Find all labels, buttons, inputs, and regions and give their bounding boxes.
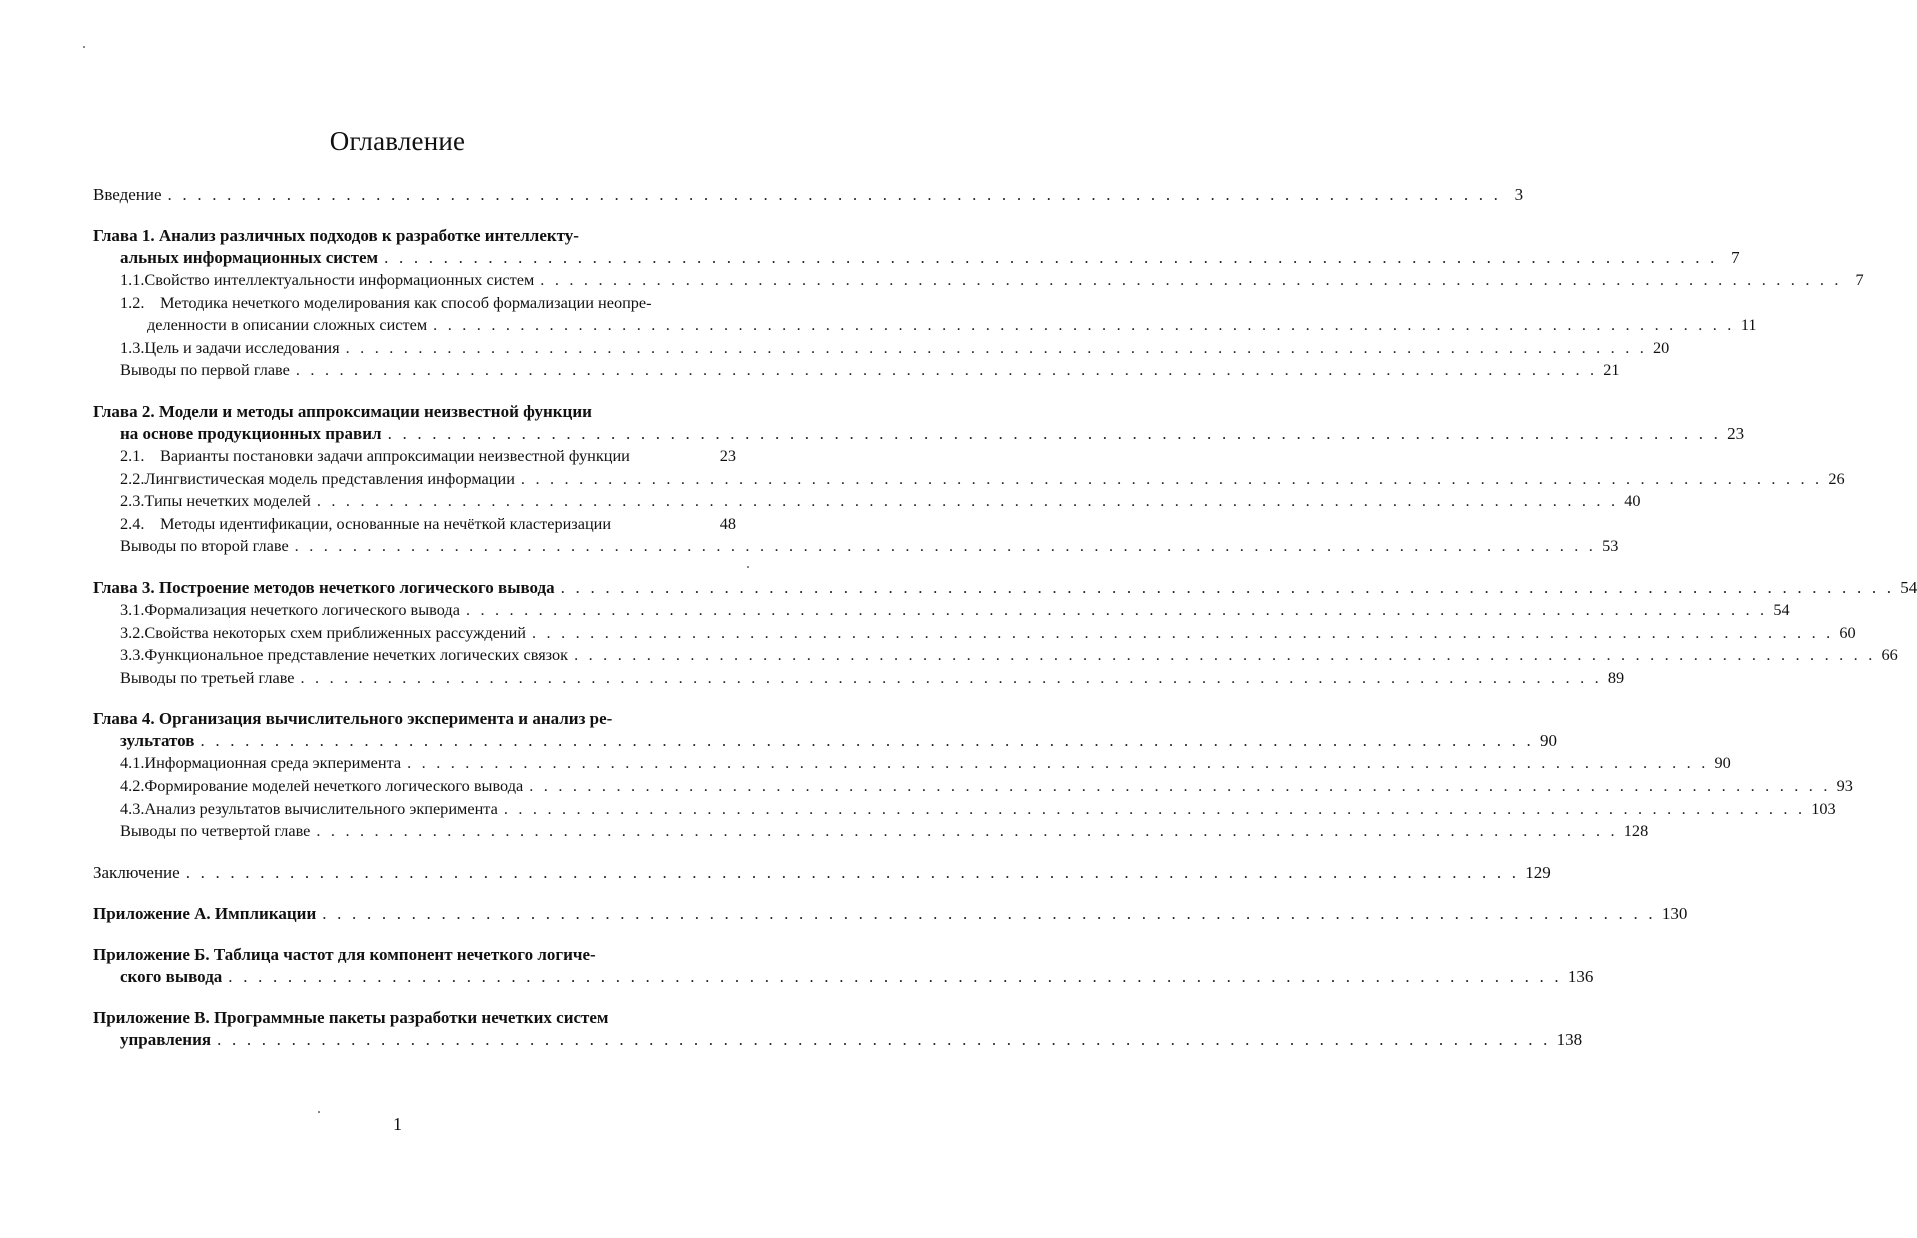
toc-entry-title: Формализация нечеткого логического вывода	[144, 599, 460, 619]
toc-entry-title: Анализ результатов вычислительного экперимента	[144, 798, 498, 818]
toc-subentry[interactable]	[93, 337, 1670, 360]
toc-entry-leader-line	[93, 423, 1745, 445]
toc-subentry[interactable]	[93, 269, 1864, 292]
toc-entry-leader-line	[93, 184, 1524, 206]
toc-page-number: 60	[1839, 622, 1856, 642]
toc-entry-leader-line	[93, 577, 1917, 599]
dot-leader: . . . . . . . . . . . . . . . . . . . . . . . . . . . . . . . . . . . . . . . . . . . . . . . . . . . . . . . . . . . . . . . . . . . . . . . . . . . . . . . . . . . . . . . . . .	[574, 645, 1876, 665]
toc-page-number: 54	[1773, 599, 1790, 619]
toc-subentry[interactable]	[93, 513, 736, 536]
toc-entry-leader-line	[120, 599, 1790, 622]
toc-subentry[interactable]	[93, 468, 1845, 491]
toc-entry-number: 3.3.	[120, 645, 145, 665]
toc-page-number: 3	[1514, 185, 1524, 204]
toc-entry-title: Формирование моделей нечеткого логического вывода	[144, 775, 524, 795]
toc-entry-title: Выводы по четвертой главе	[120, 821, 311, 841]
toc-entry-leader-line	[120, 798, 1836, 821]
toc-page-number: 93	[1836, 775, 1853, 795]
toc-entry-text-line	[93, 1007, 736, 1029]
toc-page-number: 130	[1661, 903, 1688, 923]
toc-entry-leader-line	[120, 752, 1731, 775]
toc-page-number: 129	[1525, 862, 1551, 882]
toc-page-number: 66	[1881, 645, 1898, 665]
toc-entry-title: Цель и задачи исследования	[144, 337, 340, 357]
toc-entry-number: 2.2.	[120, 468, 145, 488]
toc-entry-leader-line	[93, 862, 1551, 884]
dot-leader: . . . . . . . . . . . . . . . . . . . . . . . . . . . . . . . . . . . . . . . . . . . . . . . . . . . . . . . . . . . . . . . . . . . . . . . . . . . . . . . . . . . . . . . . . .	[465, 599, 1768, 619]
dot-leader: . . . . . . . . . . . . . . . . . . . . . . . . . . . . . . . . . . . . . . . . . . . . . . . . . . . . . . . . . . . . . . . . . . . . . . . . . . . . . . . . . . . . . . . . . .	[295, 360, 1598, 380]
toc-entry-title: Выводы по первой главе	[120, 360, 290, 380]
toc-entry-leader-line	[120, 468, 1845, 491]
toc-subentry[interactable]	[93, 667, 1625, 690]
toc-entry-leader-line	[120, 337, 1670, 360]
page-title: Оглавление	[329, 126, 466, 157]
toc-entry-number: 2.1.	[120, 445, 145, 465]
toc-subentry[interactable]	[93, 820, 1649, 843]
dot-leader: . . . . . . . . . . . . . . . . . . . . . . . . . . . . . . . . . . . . . . . . . . . . . . . . . . . . . . . . . . . . . . . . . . . . . . . . . . . . . . . . . . . . . . . . . .	[345, 337, 1648, 357]
toc-entry[interactable]	[93, 903, 1688, 925]
toc-entry-number: 1.3.	[120, 337, 145, 357]
toc-entry-title: Глава 3. Построение методов нечеткого логического вывода	[93, 577, 555, 597]
dot-leader: . . . . . . . . . . . . . . . . . . . . . . . . . . . . . . . . . . . . . . . . . . . . . . . . . . . . . . . . . . . . . . . . . . . . . . . . . . . . . . . . . . . . . . . . . .	[316, 821, 1618, 841]
dot-leader: . . . . . . . . . . . . . . . . . . . . . . . . . . . . . . . . . . . . . . . . . . . . . . . . . . . . . . . . . . . . . . . . . . . . . . . . . . . . . . . . . . . . . . . . . .	[294, 536, 1597, 556]
toc-entry-text-line	[93, 225, 736, 247]
toc-entry-title: Выводы по второй главе	[120, 536, 289, 556]
dot-leader: . . . . . . . . . . . . . . . . . . . . . . . . . . . . . . . . . . . . . . . . . . . . . . . . . . . . . . . . . . . . . . . . . . . . . . . . . . . . . . . . . . . . . . . . . .	[322, 903, 1656, 923]
toc-entry-number: 2.3.	[120, 491, 145, 511]
dot-leader: . . . . . . . . . . . . . . . . . . . . . . . . . . . . . . . . . . . . . . . . . . . . . . . . . . . . . . . . . . . . . . . . . . . . . . . . . . . . . . . . . . . . . . . . . .	[217, 1029, 1551, 1049]
toc-entry-text-line	[93, 944, 736, 966]
toc-entry-title: Приложение Б. Таблица частот для компонент нечеткого логиче-	[93, 944, 596, 964]
toc-entry-title: зультатов	[120, 731, 195, 751]
toc-entry-title: Методика нечеткого моделирования как способ формализации неопре-	[160, 292, 652, 312]
toc-entry-title: Глава 4. Организация вычислительного эксперимента и анализ ре-	[93, 709, 613, 729]
toc-entry-title: деленности в описании сложных систем	[147, 315, 428, 335]
toc-page-number: 103	[1811, 798, 1836, 818]
toc-entry-number: 4.3.	[120, 798, 145, 818]
toc-entry-title: Свойства некоторых схем приближенных рассуждений	[144, 622, 526, 642]
toc-page-number: 128	[1623, 821, 1649, 841]
dot-leader: . . . . . . . . . . . . . . . . . . . . . . . . . . . . . . . . . . . . . . . . . . . . . . . . . . . . . . . . . . . . . . . . . . . . . . . . . . . . . . . . . . . . . . . . . .	[228, 966, 1562, 986]
toc-entry-leader-line	[120, 513, 736, 536]
toc-page-number: 54	[1900, 577, 1917, 597]
dot-leader: . . . . . . . . . . . . . . . . . . . . . . . . . . . . . . . . . . . . . . . . . . . . . . . . . . . . . . . . . . . . . . . . . . . . . . . . . . . . . . . . . . . . . . . . . .	[503, 798, 1806, 818]
toc-entry-leader-line	[120, 644, 1898, 667]
toc-entry-title: Приложение В. Программные пакеты разработки нечетких систем	[93, 1007, 609, 1027]
toc-entry-leader-line	[93, 730, 1557, 752]
toc-entry[interactable]	[93, 708, 1557, 752]
dot-leader: . . . . . . . . . . . . . . . . . . . . . . . . . . . . . . . . . . . . . . . . . . . . . . . . . . . . . . . . . . . . . . . . . . . . . . . . . . . . . . . . . . . . . . . . . .	[407, 753, 1709, 773]
dot-leader: . . . . . . . . . . . . . . . . . . . . . . . . . . . . . . . . . . . . . . . . . . . . . . . . . . . . . . . . . . . . . . . . . . . . . . . . . . . . . . . . . . . . . . . . . .	[167, 185, 1502, 204]
toc-entry-title: Лингвистическая модель представления информации	[144, 468, 515, 488]
toc-entry-leader-line	[93, 903, 1688, 925]
toc-page-number: 136	[1567, 966, 1594, 986]
toc-page-number: 23	[1727, 423, 1745, 443]
toc-entry-number: 4.2.	[120, 775, 145, 795]
toc-entry-text-line	[93, 401, 736, 423]
toc-entry-leader-line	[93, 1029, 1583, 1051]
dot-leader: . . . . . . . . . . . . . . . . . . . . . . . . . . . . . . . . . . . . . . . . . . . . . . . . . . . . . . . . . . . . . . . . . . . . . . . . . . . . . . . . . . . . . . . . . .	[300, 667, 1602, 687]
toc-subentry[interactable]	[93, 622, 1856, 645]
toc-subentry[interactable]	[93, 535, 1619, 558]
toc-page-number: 20	[1653, 337, 1670, 357]
toc-page-number: 7	[1855, 270, 1864, 289]
toc-entry-title: управления	[120, 1029, 212, 1049]
toc-page-number: 40	[1624, 491, 1641, 511]
toc-subentry[interactable]	[93, 798, 1836, 821]
toc-subentry[interactable]	[93, 752, 1731, 775]
toc-entry[interactable]	[93, 1007, 1583, 1051]
scan-speck	[83, 46, 85, 48]
dot-leader: . . . . . . . . . . . . . . . . . . . . . . . . . . . . . . . . . . . . . . . . . . . . . . . . . . . . . . . . . . . . . . . . . . . . . . . . . . . . . . . . . . . . . . . . . .	[560, 577, 1895, 597]
toc-page-number: 90	[1714, 753, 1731, 773]
toc-page-number: 90	[1540, 731, 1557, 751]
toc-entry-leader-line	[120, 490, 1641, 513]
toc-entry-leader-line	[120, 820, 1649, 843]
toc-page-number: 138	[1556, 1029, 1583, 1049]
toc-entry-title: Функциональное представление нечетких логических связок	[144, 645, 569, 665]
toc-entry-title: Приложение А. Импликации	[93, 903, 317, 923]
dot-leader: . . . . . . . . . . . . . . . . . . . . . . . . . . . . . . . . . . . . . . . . . . . . . . . . . . . . . . . . . . . . . . . . . . . . . . . . . . . . . . . . . . . . . . . . . .	[532, 622, 1834, 642]
dot-leader: . . . . . . . . . . . . . . . . . . . . . . . . . . . . . . . . . . . . . . . . . . . . . . . . . . . . . . . . . . . . . . . . . . . . . . . . . . . . . . . . . . . . . . . . . .	[540, 270, 1842, 289]
toc-entry[interactable]	[93, 944, 1594, 988]
toc-subentry[interactable]	[93, 599, 1790, 622]
toc-entry-title: ского вывода	[120, 966, 223, 986]
toc-page-number: 48	[719, 513, 736, 533]
toc-entry-title: Глава 1. Анализ различных подходов к разработке интеллекту-	[93, 226, 579, 245]
dot-leader: . . . . . . . . . . . . . . . . . . . . . . . . . . . . . . . . . . . . . . . . . . . . . . . . . . . . . . . . . . . . . . . . . . . . . . . . . . . . . . . . . . . . . . . . . .	[520, 468, 1823, 488]
toc-entry-title: на основе продукционных правил	[120, 423, 382, 443]
toc-entry[interactable]	[93, 862, 1551, 884]
toc-subentry[interactable]	[93, 490, 1641, 513]
toc-subentry[interactable]	[93, 775, 1853, 798]
toc-subentry[interactable]	[93, 445, 736, 468]
dot-leader: . . . . . . . . . . . . . . . . . . . . . . . . . . . . . . . . . . . . . . . . . . . . . . . . . . . . . . . . . . . . . . . . . . . . . . . . . . . . . . . . . . . . . . . . . .	[433, 315, 1735, 335]
toc-page-number: 11	[1740, 315, 1757, 335]
toc-entry-title: Заключение	[93, 862, 180, 882]
toc-entry[interactable]	[93, 225, 1740, 269]
toc-entry-leader-line	[120, 775, 1853, 798]
toc-entry-title: Выводы по третьей главе	[120, 667, 295, 687]
toc-entry-text-line	[120, 292, 736, 315]
toc-entry-title: Типы нечетких моделей	[144, 491, 311, 511]
toc-entry-leader-line	[120, 667, 1625, 690]
toc-entry-leader-line	[120, 622, 1856, 645]
toc-page-number: 89	[1607, 667, 1625, 687]
toc-entry-leader-line	[120, 535, 1619, 558]
toc-entry-title: Варианты постановки задачи аппроксимации неизвестной функции	[160, 445, 630, 465]
toc-entry[interactable]	[93, 401, 1745, 445]
toc-entry-title: Информационная среда экперимента	[144, 753, 402, 773]
toc-subentry[interactable]	[93, 359, 1620, 382]
dot-leader: . . . . . . . . . . . . . . . . . . . . . . . . . . . . . . . . . . . . . . . . . . . . . . . . . . . . . . . . . . . . . . . . . . . . . . . . . . . . . . . . . . . . . . . . . .	[529, 775, 1831, 795]
dot-leader: . . . . . . . . . . . . . . . . . . . . . . . . . . . . . . . . . . . . . . . . . . . . . . . . . . . . . . . . . . . . . . . . . . . . . . . . . . . . . . . . . . . . . . . . . .	[316, 491, 1619, 511]
toc-entry-number: 1.2.	[120, 292, 145, 312]
toc-entry-title: Свойство интеллектуальности информационных систем	[144, 270, 535, 289]
toc-entry-number: 2.4.	[120, 513, 145, 533]
toc-entry-title: Методы идентификации, основанные на нечёткой кластеризации	[160, 513, 612, 533]
page-number: 1	[393, 1114, 402, 1134]
toc-entry-number: 4.1.	[120, 753, 145, 773]
toc-entry-title: Глава 2. Модели и методы аппроксимации неизвестной функции	[93, 401, 592, 421]
toc-page-number: 26	[1828, 468, 1845, 488]
toc-entry-leader-line	[93, 966, 1594, 988]
toc-page-number: 53	[1602, 536, 1619, 556]
toc-page-number: 23	[719, 445, 736, 465]
dot-leader: . . . . . . . . . . . . . . . . . . . . . . . . . . . . . . . . . . . . . . . . . . . . . . . . . . . . . . . . . . . . . . . . . . . . . . . . . . . . . . . . . . . . . . . . . .	[200, 731, 1534, 751]
toc-subentry[interactable]	[93, 292, 1757, 337]
toc-entry-number: 1.1.	[120, 270, 145, 289]
dot-leader: . . . . . . . . . . . . . . . . . . . . . . . . . . . . . . . . . . . . . . . . . . . . . . . . . . . . . . . . . . . . . . . . . . . . . . . . . . . . . . . . . . . . . . . . . .	[387, 423, 1722, 443]
toc-entry-leader-line	[120, 359, 1620, 382]
toc-entry-leader-line	[93, 247, 1740, 269]
toc-page-number: 7	[1731, 248, 1740, 267]
scan-speck	[318, 1111, 320, 1113]
scan-speck	[747, 566, 749, 568]
toc-page-number: 21	[1603, 360, 1620, 380]
toc-entry[interactable]	[93, 184, 1524, 206]
toc-entry-leader-line	[120, 445, 736, 468]
toc-entry-title: альных информационных систем	[120, 248, 379, 267]
toc-entry[interactable]	[93, 577, 1917, 599]
dot-leader: . . . . . . . . . . . . . . . . . . . . . . . . . . . . . . . . . . . . . . . . . . . . . . . . . . . . . . . . . . . . . . . . . . . . . . . . . . . . . . . . . . . . . . . . . .	[384, 248, 1718, 267]
table-of-contents	[93, 184, 1917, 1051]
toc-entry-leader-line	[120, 269, 1864, 292]
toc-subentry[interactable]	[93, 644, 1898, 667]
toc-entry-number: 3.1.	[120, 599, 145, 619]
toc-entry-text-line	[93, 708, 736, 730]
toc-entry-number: 3.2.	[120, 622, 145, 642]
toc-entry-leader-line	[120, 314, 1757, 337]
toc-entry-title: Введение	[93, 185, 162, 204]
dot-leader: . . . . . . . . . . . . . . . . . . . . . . . . . . . . . . . . . . . . . . . . . . . . . . . . . . . . . . . . . . . . . . . . . . . . . . . . . . . . . . . . . . . . . . . . . .	[185, 862, 1520, 882]
